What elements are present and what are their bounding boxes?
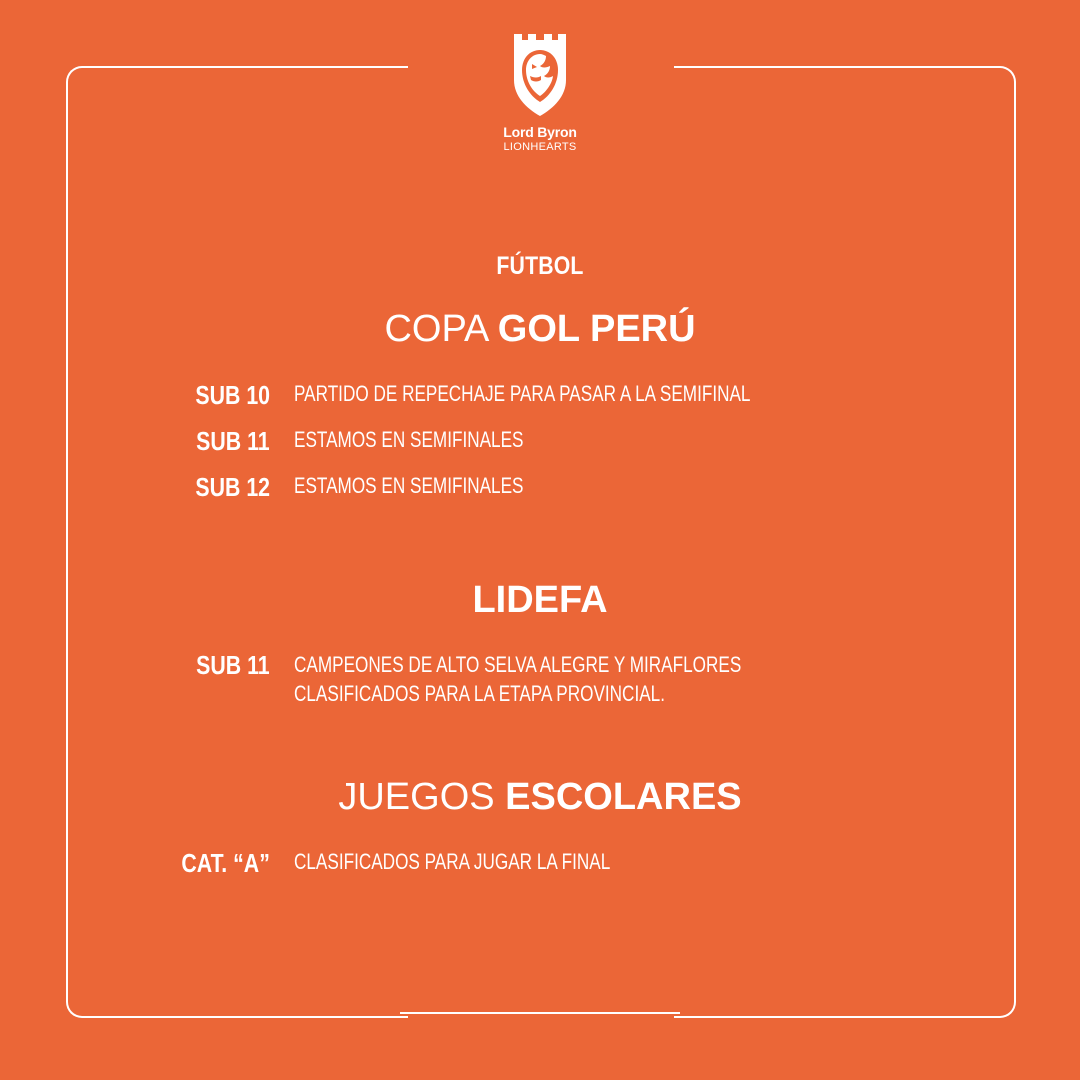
section-title-bold: ESCOLARES — [505, 776, 742, 818]
section-title-light: COPA — [384, 308, 498, 350]
category-label: CAT. “A” — [181, 848, 270, 878]
logo-subtitle: LIONHEARTS — [503, 141, 577, 153]
result-row — [0, 650, 1080, 710]
lion-shield-icon — [510, 34, 570, 116]
section-title-bold: GOL PERÚ — [497, 308, 696, 350]
result-row — [0, 848, 1080, 878]
logo — [500, 34, 580, 154]
sport-title: FÚTBOL — [496, 252, 584, 280]
result-description-line: CLASIFICADOS PARA LA ETAPA PROVINCIAL. — [294, 681, 665, 706]
result-description: PARTIDO DE REPECHAJE PARA PASAR A LA SEMIFINAL — [294, 381, 751, 406]
category-label: SUB 10 — [195, 380, 270, 410]
frame-border-bottom — [400, 1012, 680, 1014]
section-title-copa — [0, 307, 1080, 351]
result-row — [0, 472, 1080, 502]
section-title-light: JUEGOS — [338, 776, 506, 818]
category-label: SUB 11 — [196, 650, 270, 680]
category-label: SUB 11 — [196, 426, 270, 456]
section-title-lidefa — [0, 578, 1080, 622]
result-description-line: CAMPEONES DE ALTO SELVA ALEGRE Y MIRAFLORES — [294, 652, 742, 677]
result-description: CLASIFICADOS PARA JUGAR LA FINAL — [294, 849, 611, 874]
section-title-bold: LIDEFA — [472, 579, 608, 621]
result-description: ESTAMOS EN SEMIFINALES — [294, 473, 524, 498]
result-row — [0, 380, 1080, 410]
category-label: SUB 12 — [195, 472, 270, 502]
result-description: ESTAMOS EN SEMIFINALES — [294, 427, 524, 452]
result-row — [0, 426, 1080, 456]
section-title-juegos — [0, 775, 1080, 819]
result-description — [294, 650, 741, 708]
logo-name: Lord Byron — [503, 124, 577, 140]
